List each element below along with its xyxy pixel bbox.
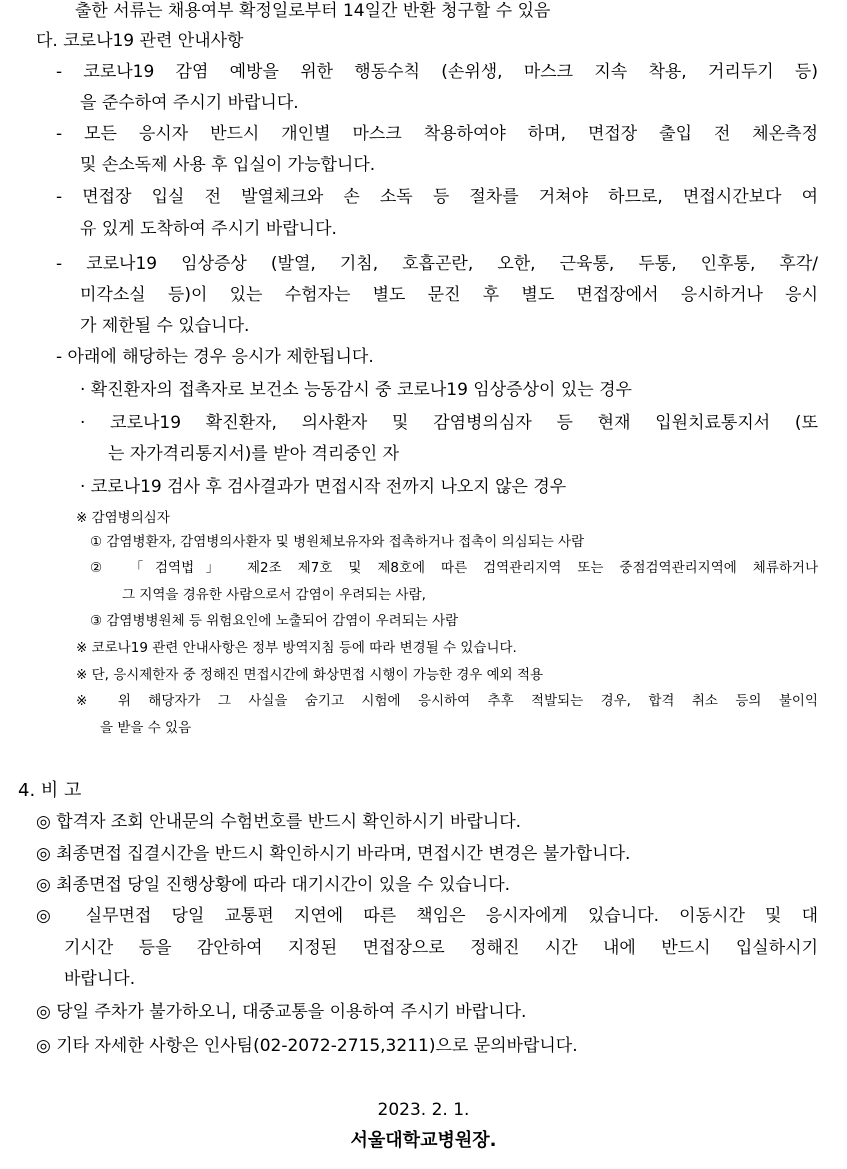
suspect-item-2-line-1: ② 「검역법」 제2조 제7호 및 제8호에 따른 검역관리지역 또는 중점검역관리지역에 체류하거나: [90, 560, 818, 576]
restrict-heading: - 아래에 해당하는 경우 응시가 제한됩니다.: [56, 347, 374, 367]
covid-item-1-line-1: - 코로나19 감염 예방을 위한 행동수칙 (손위생, 마스크 지속 착용, 거리두기 등): [56, 62, 818, 82]
covid-item-1-line-2: 을 준수하여 주시기 바랍니다.: [80, 93, 299, 113]
remark-5: ◎ 당일 주차가 불가하오니, 대중교통을 이용하여 주시기 바랍니다.: [36, 1002, 527, 1022]
covid-note-3-line-1: ※ 위 해당자가 그 사실을 숨기고 시험에 응시하여 추후 적발되는 경우, 합격 취소 등의 불이익: [76, 693, 818, 709]
remark-3: ◎ 최종면접 당일 진행상황에 따라 대기시간이 있을 수 있습니다.: [36, 875, 511, 895]
covid-item-3-line-2: 유 있게 도착하여 주시기 바랍니다.: [80, 219, 337, 239]
restrict-item-a: · 확진환자의 접촉자로 보건소 능동감시 중 코로나19 임상증상이 있는 경우: [80, 380, 632, 400]
covid-item-2-line-2: 및 손소독제 사용 후 입실이 가능합니다.: [80, 155, 376, 175]
remark-1: ◎ 합격자 조회 안내문의 수험번호를 반드시 확인하시기 바랍니다.: [36, 812, 522, 832]
covid-item-4-line-1: - 코로나19 임상증상 (발열, 기침, 호흡곤란, 오한, 근육통, 두통, 인후통, 후각/: [56, 254, 818, 274]
suspect-note-title: ※ 감염병의심자: [76, 510, 170, 526]
issuer-signature: 서울대학교병원장.: [350, 1130, 497, 1151]
remark-2: ◎ 최종면접 집결시간을 반드시 확인하시기 바라며, 면접시간 변경은 불가합니다.: [36, 844, 631, 864]
covid-note-3-line-2: 을 받을 수 있음: [100, 720, 192, 736]
remark-6: ◎ 기타 자세한 사항은 인사팀(02-2072-2715,3211)으로 문의바랍니다.: [36, 1036, 578, 1056]
covid-item-2-line-1: - 모든 응시자 반드시 개인별 마스크 착용하여야 하며, 면접장 출입 전 체온측정: [56, 124, 818, 144]
covid-item-3-line-1: - 면접장 입실 전 발열체크와 손 소독 등 절차를 거쳐야 하므로, 면접시간보다 여: [56, 187, 818, 207]
remark-4-line-3: 바랍니다.: [64, 969, 136, 989]
restrict-item-b-line-1: · 코로나19 확진환자, 의사환자 및 감염병의심자 등 현재 입원치료통지서 (또: [80, 413, 818, 433]
covid-note-1: ※ 코로나19 관련 안내사항은 정부 방역지침 등에 따라 변경될 수 있습니다.: [76, 640, 517, 656]
suspect-item-3: ③ 감염병병원체 등 위험요인에 노출되어 감염이 우려되는 사람: [90, 613, 459, 629]
suspect-item-1: ① 감염병환자, 감염병의사환자 및 병원체보유자와 접촉하거나 접촉이 의심되는 사람: [90, 534, 585, 550]
restrict-item-b-line-2: 는 자가격리통지서)를 받아 격리중인 자: [108, 444, 399, 464]
covid-section-heading: 다. 코로나19 관련 안내사항: [36, 31, 244, 51]
remarks-heading: 4. 비 고: [18, 780, 82, 801]
suspect-item-2-line-2: 그 지역을 경유한 사람으로서 감염이 우려되는 사람,: [122, 587, 426, 603]
covid-item-4-line-3: 가 제한될 수 있습니다.: [80, 316, 250, 336]
covid-note-2: ※ 단, 응시제한자 중 정해진 면접시간에 화상면접 시행이 가능한 경우 예외 적용: [76, 667, 544, 683]
continuation-text: 출한 서류는 채용여부 확정일로부터 14일간 반환 청구할 수 있음: [75, 1, 551, 21]
restrict-item-c: · 코로나19 검사 후 검사결과가 면접시작 전까지 나오지 않은 경우: [80, 477, 567, 497]
remark-4-line-1: ◎ 실무면접 당일 교통편 지연에 따른 책임은 응시자에게 있습니다. 이동시간 및 대: [36, 906, 818, 926]
remark-4-line-2: 기시간 등을 감안하여 지정된 면접장으로 정해진 시간 내에 반드시 입실하시기: [64, 938, 818, 958]
document-date: 2023. 2. 1.: [377, 1100, 470, 1120]
covid-item-4-line-2: 미각소실 등)이 있는 수험자는 별도 문진 후 별도 면접장에서 응시하거나 응시: [80, 285, 818, 305]
